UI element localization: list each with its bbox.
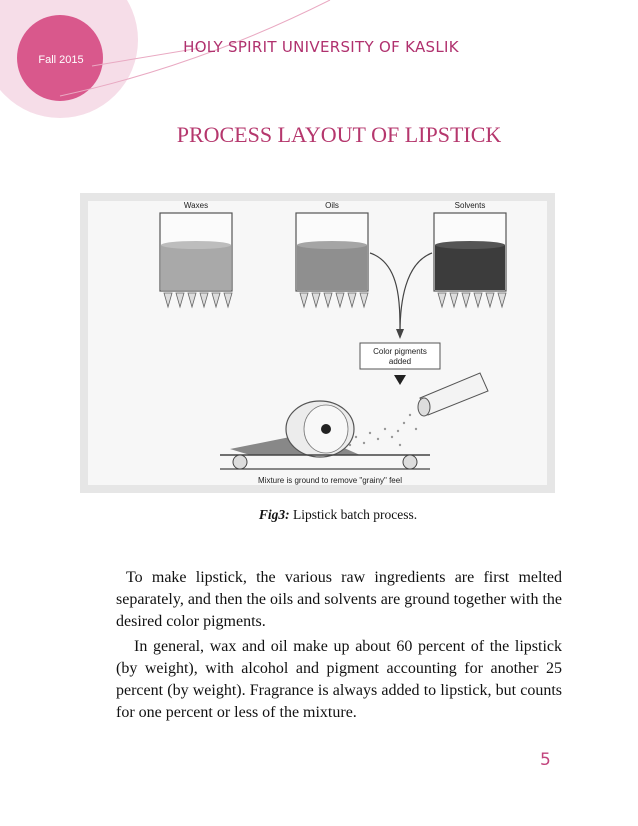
waxes-label: Waxes xyxy=(183,201,209,210)
conveyor-wheel-left xyxy=(233,455,247,469)
body-paragraph-2: In general, wax and oil make up about 60 percent of the lipstick (by weight), with alcohol and pigment accounting for another 25 percent (by weight). Fragrance is always added to lipstick, but counts for one percent or less of the mixture. xyxy=(116,638,562,721)
body-paragraph-1: To make lipstick, the various raw ingredients are first melted separately, and then the oils and solvents are ground together with the desired color pigments. xyxy=(116,569,562,630)
figure-caption-label: Fig3: xyxy=(258,507,290,522)
header-decoration xyxy=(0,0,638,140)
page-title: PROCESS LAYOUT OF LIPSTICK xyxy=(176,122,502,147)
grinding-label: Mixture is ground to remove "grainy" feel xyxy=(258,476,402,485)
conveyor-wheel-right xyxy=(403,455,417,469)
pigments-label-line1: Color pigments xyxy=(373,347,427,356)
season-label: Fall 2015 xyxy=(38,54,84,66)
university-name: HOLY SPIRIT UNIVERSITY OF KASLIK xyxy=(183,38,459,56)
pigments-label-line2: added xyxy=(388,357,412,366)
lipstick-process-figure xyxy=(80,193,555,493)
page-number: 5 xyxy=(540,750,551,770)
figure-caption xyxy=(0,507,638,523)
solvents-label: Solvents xyxy=(454,201,486,210)
figure-caption-text: Lipstick batch process. xyxy=(289,507,418,522)
oils-label: Oils xyxy=(325,201,339,210)
grinding-roller xyxy=(286,401,354,457)
